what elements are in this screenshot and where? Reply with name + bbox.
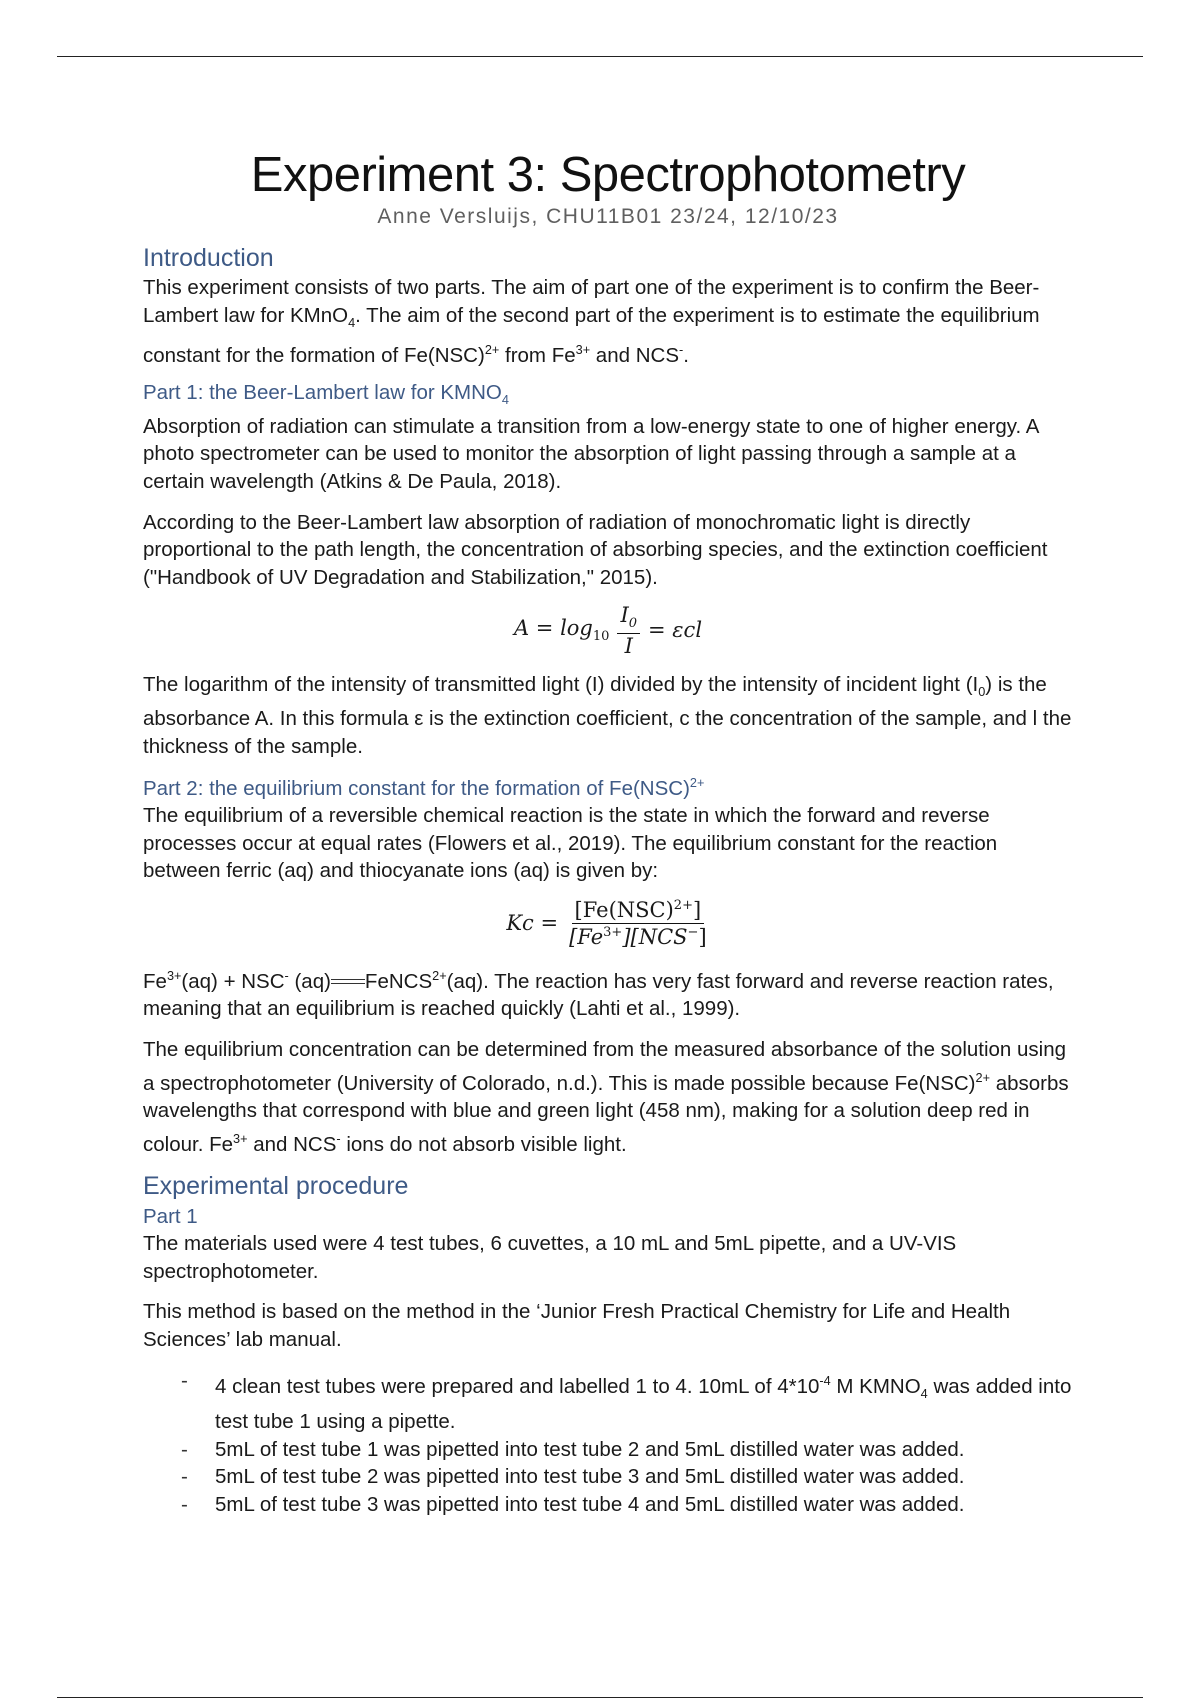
part2-paragraph-2: $Fe^{3+}(aq) + NSC^-$ (aq) FeNCS$^{2+}$(aq). The reaction has very fast forward and reverse reaction rates, meaning that an equilibrium is reached quickly (Lahti et al., 1999). <box>143 968 1054 1021</box>
intensity-fraction: $\frac{I_0}{I}$ <box>617 605 640 656</box>
procedure-paragraph-2: This method is based on the method in the ‘Junior Fresh Practical Chemistry for Life and Health Sciences’ lab manual. <box>143 1300 1011 1351</box>
list-item: - 5mL of test tube 2 was pipetted into test tube 3 and 5mL distilled water was added. <box>143 1463 1073 1491</box>
procedure-paragraph-1: The materials used were 4 test tubes, 6 cuvettes, a 10 mL and 5mL pipette, and a UV-VIS spectrophotometer. <box>143 1232 957 1283</box>
introduction-paragraph: This experiment consists of two parts. The aim of part one of the experiment is to confirm the Beer-Lambert law for KMnO$_4$. The aim of the second part of the experiment is to estimate the equilibrium constant for the formation of Fe(NSC)$^{2+}$ from $Fe^{3+}$ and NCS-. <box>143 276 1040 368</box>
part1-paragraph-3: The logarithm of the intensity of transmitted light (I) divided by the intensity of incident light $(I_0)$ is the absorbance A. In this formula ε is the extinction coefficient, c the concentration of the sample, and l the thickness of the sample. <box>143 672 1072 758</box>
introduction-heading: Introduction <box>143 244 274 272</box>
document-subtitle: Anne Versluijs, CHU11B01 23/24, 12/10/23 <box>377 205 839 228</box>
list-item: - 5mL of test tube 3 was pipetted into test tube 4 and 5mL distilled water was added. <box>143 1491 1073 1519</box>
footer-rule <box>57 1697 1143 1698</box>
procedure-heading: Experimental procedure <box>143 1172 409 1201</box>
beer-lambert-equation: $A = \log_{10}$ $\frac{I_0}{I}$ = εcl <box>513 603 703 658</box>
part1-paragraph-1: Absorption of radiation can stimulate a transition from a low-energy state to one of higher energy. A photo spectrometer can be used to monitor the absorption of light passing through a sample at a certain wavelength (Atkins & De Paula, 2018). <box>143 414 1039 493</box>
document-body <box>143 146 1073 1518</box>
procedure-steps-list <box>143 1367 1073 1518</box>
list-item: - 4 clean test tubes were prepared and labelled 1 to 4. 10mL of $4*10^{-4}$ M $KMNO_4$ was added into test tube 1 using a pipette. <box>143 1367 1073 1435</box>
header-rule <box>57 56 1143 57</box>
part1-heading: Part 1: the Beer-Lambert law for $KMNO_4$ <box>143 380 509 407</box>
equilibrium-arrow-icon <box>331 977 365 987</box>
document-title: Experiment 3: Spectrophotometry <box>250 148 966 202</box>
equilibrium-constant-equation: Kc = $\frac{[Fe(NSC)^{2+}]}{[Fe^{3+}][NCS^-]}$ <box>143 899 1073 948</box>
concentration-fraction: $\frac{[Fe(NSC)^{2+}]}{[Fe^{3+}][NCS^-]}$ <box>569 898 707 950</box>
part2-paragraph-3: The equilibrium concentration can be determined from the measured absorbance of the solution using a spectrophotometer (University of Colorado, n.d.). This is made possible because Fe(NSC)$^{2+}$ absorbs wavelengths that correspond with blue and green light (458 nm), making for a solution deep red in colour. $Fe^{3+}$ and NCS- ions do not absorb visible light. <box>143 1038 1069 1156</box>
part2-heading: Part 2: the equilibrium constant for the formation of Fe(NSC)$^{2+}$ <box>143 775 705 801</box>
procedure-part1-heading: Part 1 <box>143 1205 198 1229</box>
part1-paragraph-2: According to the Beer-Lambert law absorption of radiation of monochromatic light is directly proportional to the path length, the concentration of absorbing species, and the extinction coefficient ("Handbook of UV Degradation and Stabilization," 2015). <box>143 510 1048 589</box>
list-item: - 5mL of test tube 1 was pipetted into test tube 2 and 5mL distilled water was added. <box>143 1436 1073 1464</box>
part2-paragraph-1: The equilibrium of a reversible chemical reaction is the state in which the forward and reverse processes occur at equal rates (Flowers et al., 2019). The equilibrium constant for the reaction between ferric (aq) and thiocyanate ions (aq) is given by: <box>143 804 998 883</box>
